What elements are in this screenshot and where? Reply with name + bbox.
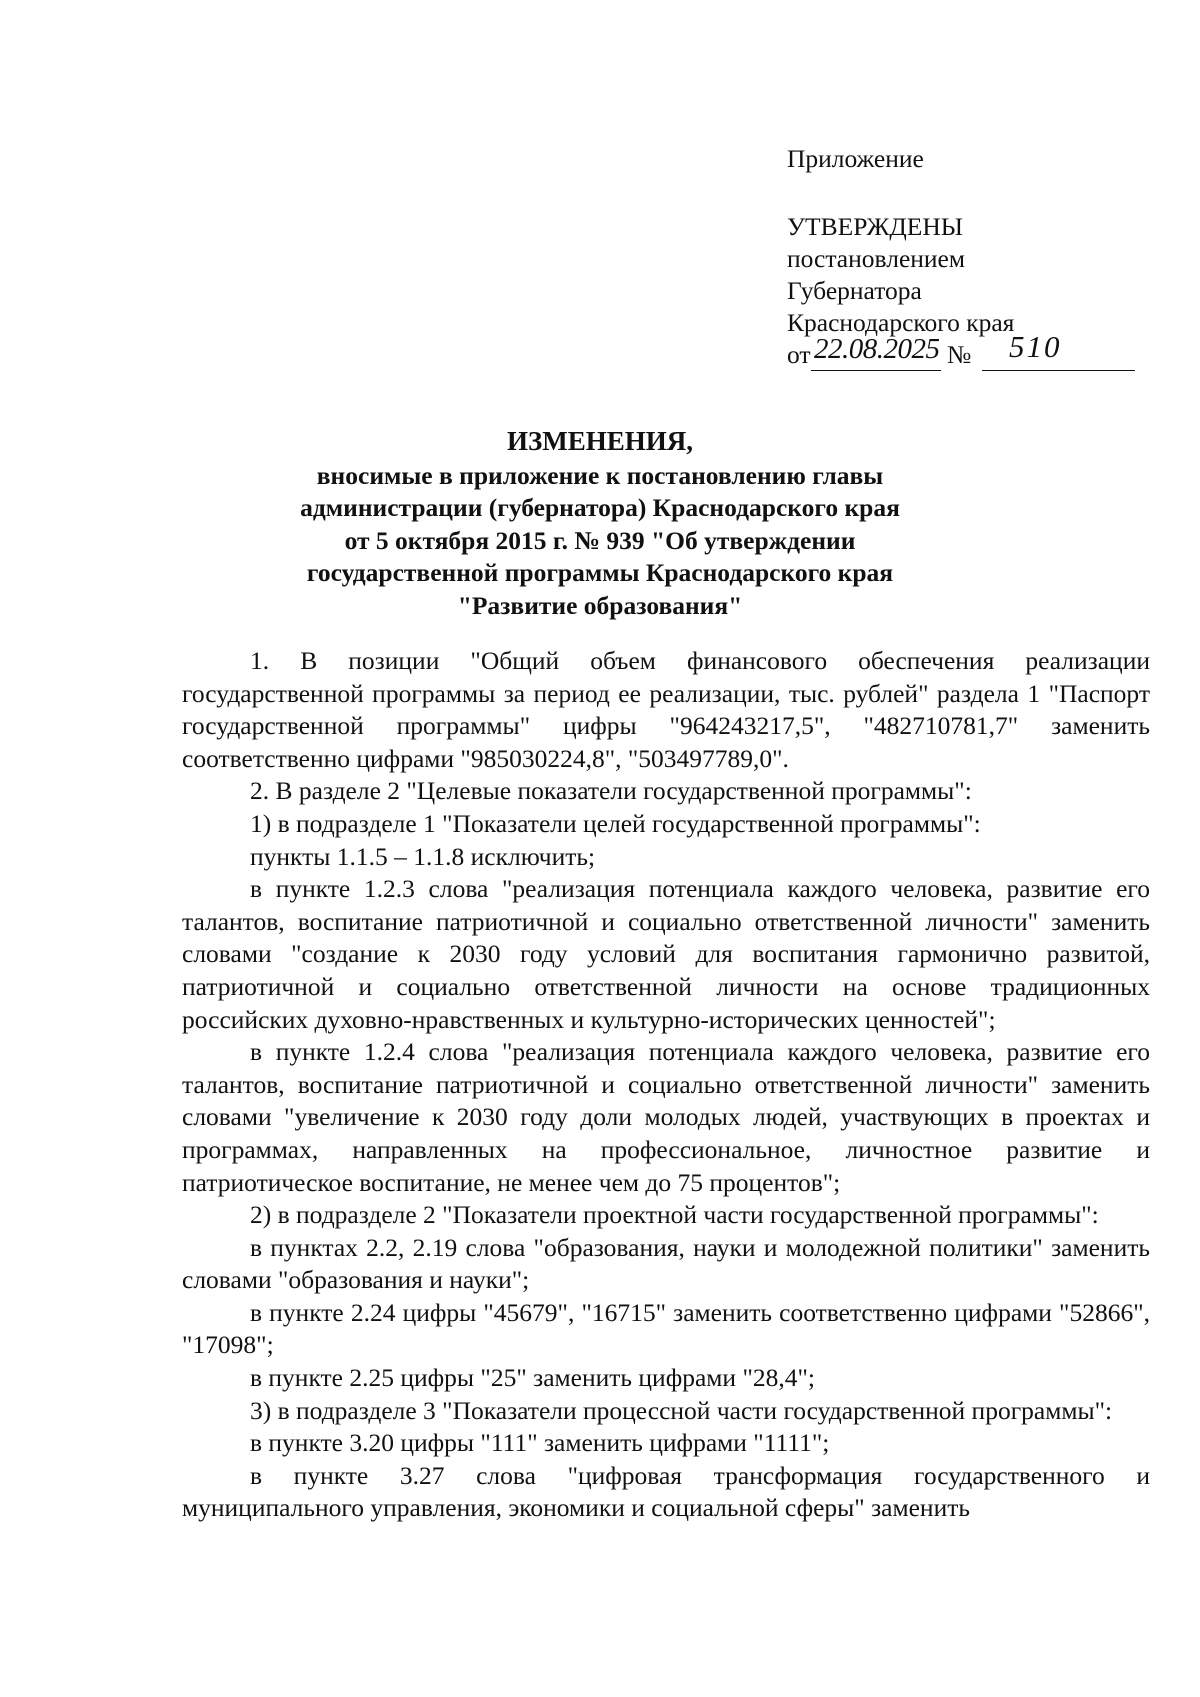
heading-line-3: от 5 октября 2015 г. № 939 "Об утверждении — [344, 525, 856, 555]
number-prefix: № — [947, 340, 972, 369]
approved-by-line-3: Краснодарского края — [787, 308, 1015, 337]
approved-by-line-2: Губернатора — [787, 276, 922, 305]
paragraph-13: в пункте 3.27 слова "цифровая трансформация государственного и муниципального управления, экономики и социальной сферы" заменить — [182, 1460, 1150, 1523]
heading-line-5: "Развитие образования" — [457, 590, 743, 620]
heading-line-4: государственной программы Краснодарского края — [306, 558, 894, 587]
paragraph-9: в пункте 2.24 цифры "45679", "16715" заменить соответственно цифрами "52866", "17098"; — [182, 1297, 1150, 1360]
paragraph-12: в пункте 3.20 цифры "111" заменить цифрами "1111"; — [250, 1428, 830, 1458]
approved-by-line-1: постановлением — [787, 244, 966, 273]
heading-line-2: администрации (губернатора) Краснодарского края — [300, 493, 900, 522]
paragraph-1: 1. В позиции "Общий объем финансового обеспечения реализации государственной программы за период ее реализации, тыс. рублей" раздела 1 "Паспорт государственной программы" цифры "964243217,5", "482710781,7" заменить соответственно цифрами "985030224,8", "503497789,0". — [182, 646, 1150, 773]
paragraph-5: в пункте 1.2.3 слова "реализация потенциала каждого человека, развитие его талантов, воспитание патриотичной и социально ответственной личности" заменить словами "создание к 2030 году условий для воспитания гармонично развитой, патриотичной и социально ответственной личности на основе традиционных российских духовно-нравственных и культурно-исторических ценностей"; — [182, 874, 1150, 1034]
date-number-line — [787, 329, 1062, 377]
heading-title: ИЗМЕНЕНИЯ, — [506, 426, 693, 456]
handwritten-number: 510 — [1009, 329, 1062, 364]
paragraph-7: 2) в подразделе 2 "Показатели проектной части государственной программы": — [250, 1200, 1099, 1230]
appendix-label: Приложение — [787, 144, 924, 173]
handwritten-date: 22.08.2025 — [814, 333, 940, 365]
paragraph-2: 2. В разделе 2 "Целевые показатели государственной программы": — [250, 776, 972, 806]
paragraph-4: пункты 1.1.5 – 1.1.8 исключить; — [250, 841, 596, 871]
approval-block — [787, 143, 1062, 377]
date-underline — [811, 370, 941, 371]
paragraph-11: 3) в подразделе 3 "Показатели процессной части государственной программы": — [250, 1395, 1113, 1425]
document-body — [182, 645, 1150, 1525]
heading-line-1: вносимые в приложение к постановлению главы — [316, 460, 884, 490]
date-prefix: от — [787, 340, 811, 369]
document-heading — [180, 425, 1020, 622]
approved-label: УТВЕРЖДЕНЫ — [787, 212, 963, 241]
paragraph-3: 1) в подразделе 1 "Показатели целей государственной программы": — [250, 808, 981, 838]
paragraph-6: в пункте 1.2.4 слова "реализация потенциала каждого человека, развитие его талантов, воспитание патриотичной и социально ответственной личности" заменить словами "увеличение к 2030 году доли молодых людей, участвующих в проектах и программах, направленных на профессиональное, личностное развитие и патриотическое воспитание, не менее чем до 75 процентов"; — [182, 1037, 1150, 1197]
paragraph-8: в пунктах 2.2, 2.19 слова "образования, науки и молодежной политики" заменить словами "образования и науки"; — [182, 1232, 1150, 1295]
paragraph-10: в пункте 2.25 цифры "25" заменить цифрами "28,4"; — [250, 1363, 815, 1393]
number-underline — [982, 370, 1135, 371]
